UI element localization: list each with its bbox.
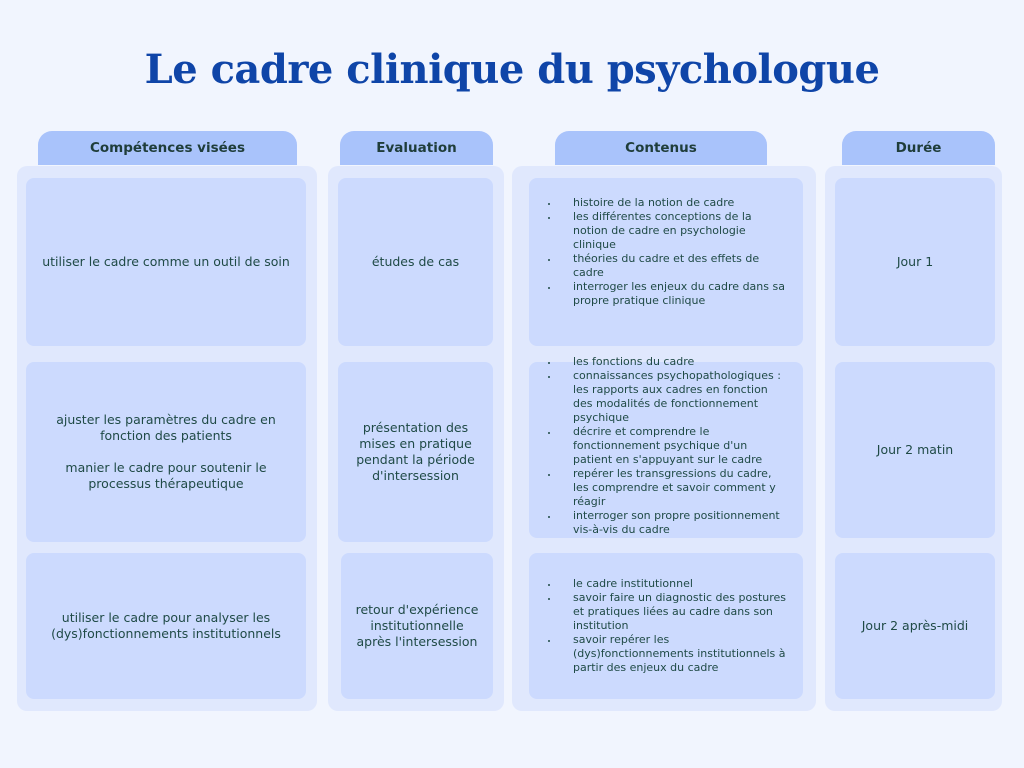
row3-evaluation	[341, 553, 493, 699]
row1-contenus	[529, 178, 803, 346]
row2-contenus	[529, 355, 803, 538]
header-duree: Durée	[842, 131, 995, 165]
duree-text: Jour 2 matin	[876, 442, 954, 457]
list-item: • décrire et comprendre le fonctionnement psychique d'un patient en s'appuyant sur le cadre	[559, 425, 789, 467]
evaluation-text: études de cas	[371, 254, 460, 269]
row2-competences	[26, 362, 306, 542]
list-item: • les fonctions du cadre	[559, 355, 789, 369]
row3-duree	[835, 553, 995, 699]
duree-text: Jour 1	[896, 254, 934, 269]
header-competences: Compétences visées	[38, 131, 297, 165]
header-evaluation: Evaluation	[340, 131, 493, 165]
competence-text: ajuster les paramètres du cadre en fonction des patients	[56, 412, 276, 443]
contenus-list	[543, 355, 789, 537]
contenus-list	[543, 196, 789, 308]
list-item: • théories du cadre et des effets de cadre	[559, 252, 789, 280]
row1-duree	[835, 178, 995, 346]
list-item: • savoir repérer les (dys)fonctionnements institutionnels à partir des enjeux du cadre	[559, 633, 789, 675]
row1-evaluation	[338, 178, 493, 346]
row2-evaluation	[338, 362, 493, 542]
row1-competences	[26, 178, 306, 346]
duree-text: Jour 2 après-midi	[861, 618, 969, 633]
page-title: Le cadre clinique du psychologue	[144, 46, 880, 93]
list-item: • repérer les transgressions du cadre, les comprendre et savoir comment y réagir	[559, 467, 789, 509]
competence-text: manier le cadre pour soutenir le processus thérapeutique	[65, 460, 267, 491]
competence-text: utiliser le cadre pour analyser les (dys)fonctionnements institutionnels	[51, 610, 281, 641]
list-item: • interroger son propre positionnement vis-à-vis du cadre	[559, 509, 789, 537]
evaluation-text: retour d'expérience institutionnelle après l'intersession	[355, 602, 479, 649]
header-contenus: Contenus	[555, 131, 767, 165]
list-item: • savoir faire un diagnostic des postures et pratiques liées au cadre dans son institution	[559, 591, 789, 633]
list-item: • les différentes conceptions de la notion de cadre en psychologie clinique	[559, 210, 789, 252]
row3-competences	[26, 553, 306, 699]
list-item: • histoire de la notion de cadre	[559, 196, 789, 210]
evaluation-text: présentation des mises en pratique pendant la période d'intersession	[356, 420, 475, 483]
list-item: • le cadre institutionnel	[559, 577, 789, 591]
row3-contenus	[529, 553, 803, 699]
contenus-list	[543, 577, 789, 675]
row2-duree	[835, 362, 995, 538]
list-item: • connaissances psychopathologiques : les rapports aux cadres en fonction des modalités de fonctionnement psychique	[559, 369, 789, 425]
list-item: • interroger les enjeux du cadre dans sa propre pratique clinique	[559, 280, 789, 308]
competence-text: utiliser le cadre comme un outil de soin	[42, 254, 290, 269]
